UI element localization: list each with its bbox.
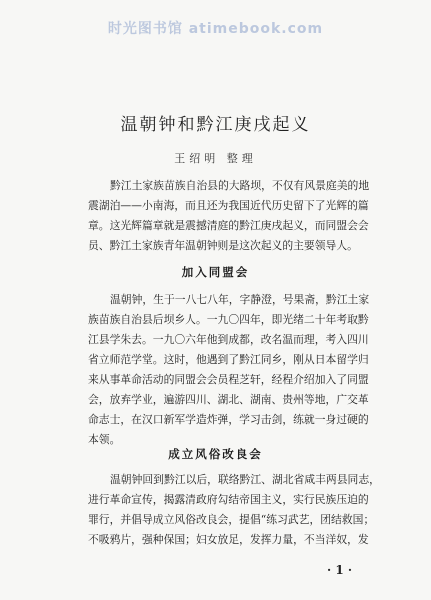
intro-line: 震湖泊——小南海，而且还为我国近代历史留下了光辉的篇 bbox=[88, 199, 369, 212]
section2-line: 不吸鸦片，强种保国；妇女放足，发挥力量，不当洋奴，发 bbox=[88, 533, 369, 546]
section2-paragraph bbox=[88, 470, 392, 550]
page-number: · 1 · bbox=[327, 563, 353, 577]
page-title: 温朝钟和黔江庚戌起义 bbox=[120, 115, 311, 135]
section2-line: 罪行，并倡导成立风俗改良会，提倡“练习武艺，团结救国； bbox=[88, 513, 375, 526]
section2-line: 进行革命宣传，揭露清政府勾结帝国主义，实行民族压迫的 bbox=[88, 493, 369, 506]
section1-line: 温朝钟，生于一八七八年，字静澄，号果斋，黔江土家 bbox=[110, 293, 370, 306]
intro-line: 黔江土家族苗族自治县的大路坝，不仅有风景庭美的地 bbox=[110, 179, 370, 192]
section-heading-join-league: 加入同盟会 bbox=[181, 265, 250, 279]
section1-paragraph bbox=[88, 290, 392, 450]
intro-line: 员、黔江土家族青年温朝钟则是这次起义的主要领导人。 bbox=[88, 239, 358, 252]
intro-paragraph bbox=[88, 176, 392, 256]
section1-line: 江县学朱去。一九〇六年他到成都，改名温而理，考入四川 bbox=[88, 333, 369, 346]
section1-line: 会，放弃学业，遍游四川、湖北、湖南、贵州等地，广交革 bbox=[88, 393, 369, 406]
editor-credit: 王绍明 整理 bbox=[174, 152, 257, 165]
section1-line: 族苗族自治县后坝乡人。一九〇四年，即光绪二十年考取黔 bbox=[88, 313, 369, 326]
intro-line: 章。这光辉篇章就是震撼清庭的黔江庚戌起义，而同盟会会 bbox=[88, 219, 369, 232]
section-heading-customs-society: 成立风俗改良会 bbox=[168, 447, 263, 461]
section1-line: 来从事革命活动的同盟会会员程芝轩，经程介绍加入了同盟 bbox=[88, 373, 369, 386]
watermark: 时光图书馆 atimebook.com bbox=[107, 21, 324, 37]
section1-line: 本领。 bbox=[88, 433, 121, 446]
section2-line: 温朝钟回到黔江以后，联络黔江、湖北省咸丰两县同志， bbox=[110, 473, 380, 486]
section1-line: 省立师范学堂。这时，他遇到了黔江同乡，刚从日本留学归 bbox=[88, 353, 369, 366]
section1-line: 命志士，在汉口新军学造炸弹，学习击剑，练就一身过硬的 bbox=[88, 413, 369, 426]
